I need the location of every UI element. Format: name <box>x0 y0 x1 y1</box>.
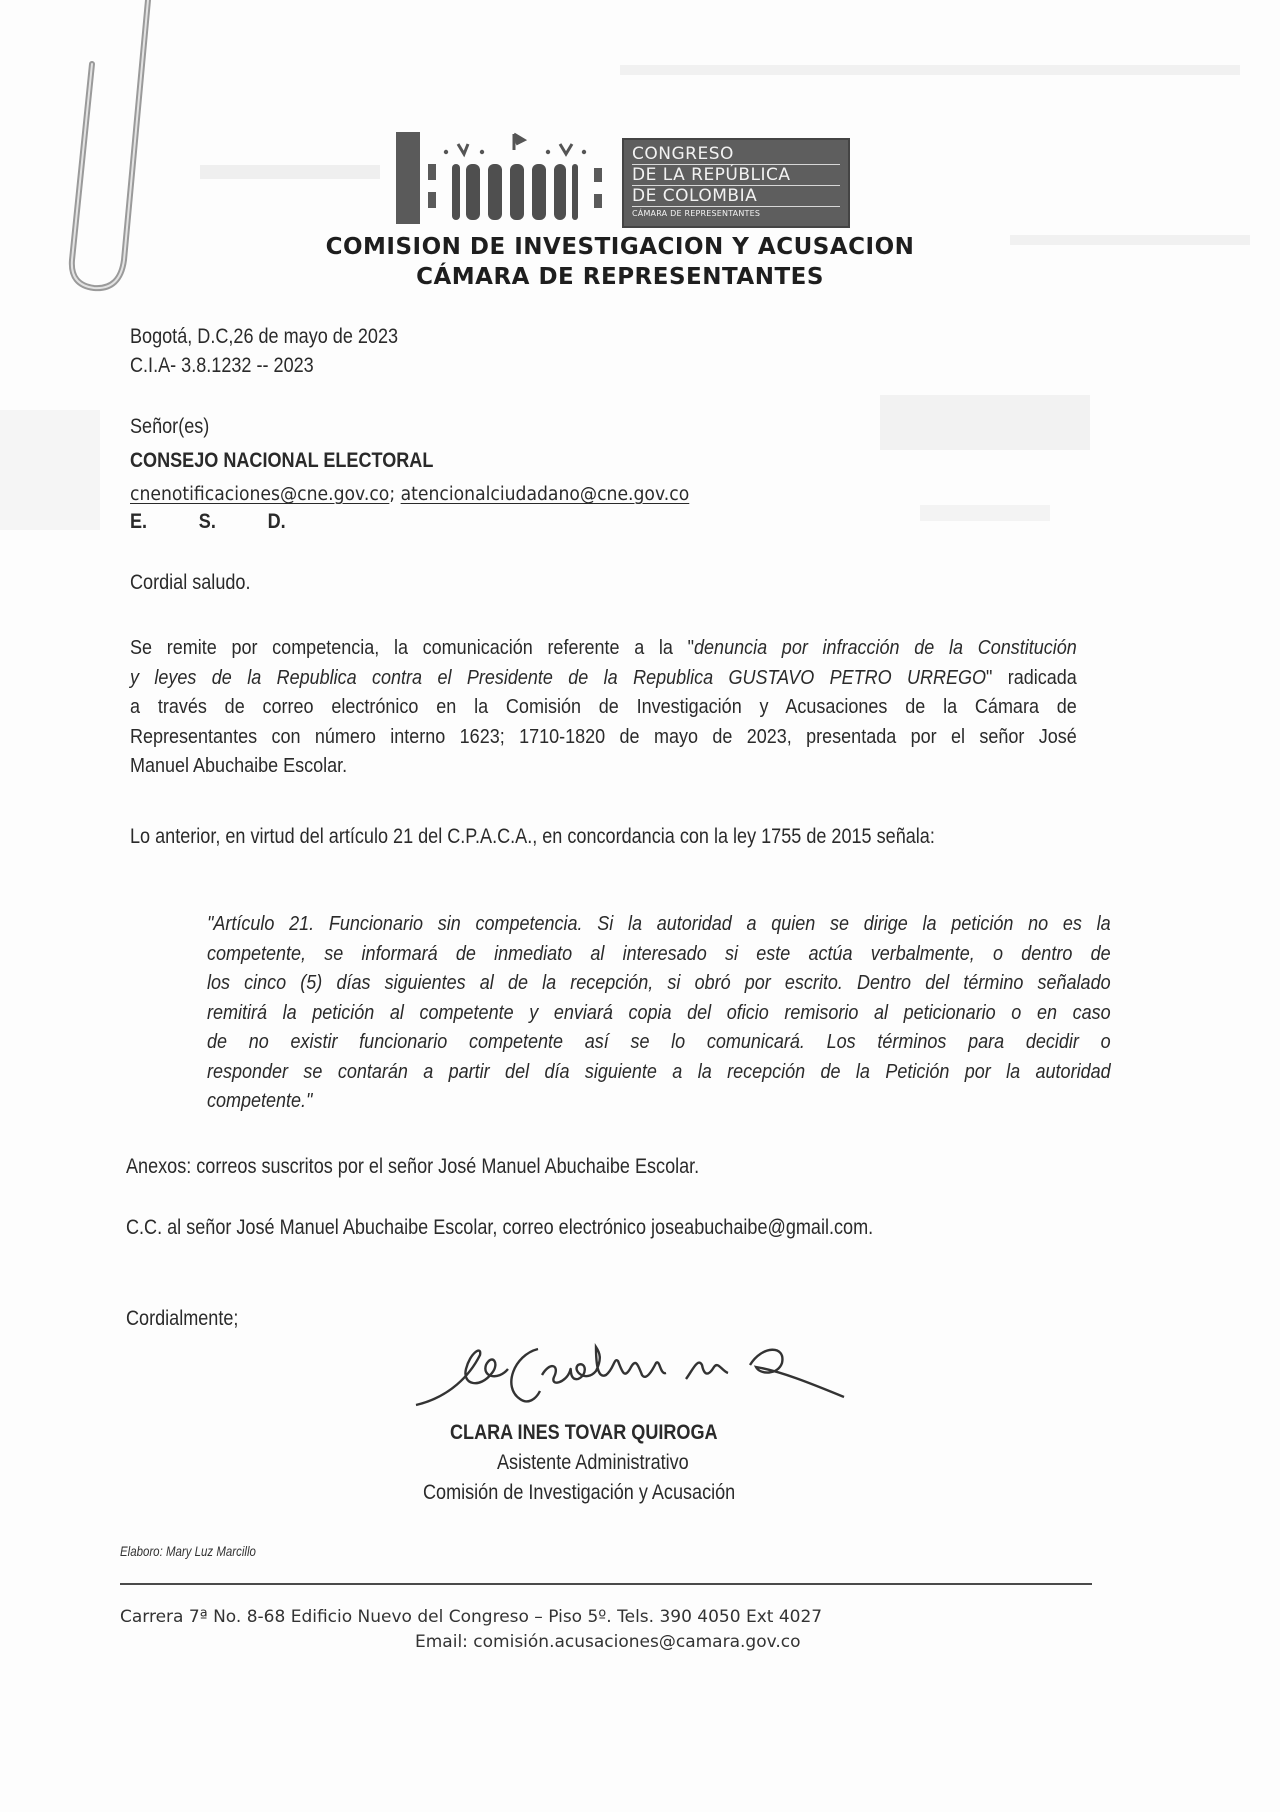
annexes-line: Anexos: correos suscritos por el señor José Manuel Abuchaibe Escolar. <box>126 1155 700 1178</box>
paragraph-line: Manuel Abuchaibe Escolar. <box>130 755 348 777</box>
closing: Cordialmente; <box>126 1307 239 1330</box>
quote-line: competente, se informará de inmediato al interesado si este actúa verbalmente, o dentro de <box>207 942 1111 965</box>
recipient-email-link[interactable]: atencionalciudadano@cne.gov.co <box>400 484 690 505</box>
esd-d: D. <box>267 510 286 533</box>
paragraph-line <box>130 664 1077 694</box>
letterhead-subtitle: CÁMARA DE REPRESENTANTES <box>416 264 824 290</box>
paragraph-line <box>130 634 1077 664</box>
quote-line: de no existir funcionario competente así se lo comunicará. Los términos para decidir o <box>207 1031 1111 1053</box>
recipient-email-link[interactable]: cnenotificaciones@cne.gov.co <box>130 484 390 505</box>
prepared-by: Elaboro: Mary Luz Marcillo <box>120 1543 256 1559</box>
esd-line <box>130 507 286 536</box>
logo-text-line: DE LA REPÚBLICA <box>632 165 840 186</box>
congress-logo-box <box>622 138 850 228</box>
cc-line: C.C. al señor José Manuel Abuchaibe Escolar, correo electrónico joseabuchaibe@gmail.com. <box>126 1216 874 1239</box>
congress-logo <box>394 130 858 230</box>
signatory-name: CLARA INES TOVAR QUIROGA <box>450 1421 718 1444</box>
quote-line: los cinco (5) días siguientes al de la recepción, si obró por escrito. Dentro del término señalado <box>207 972 1111 994</box>
logo-text-line: CÁMARA DE REPRESENTANTES <box>632 209 761 218</box>
recipient-name: CONSEJO NACIONAL ELECTORAL <box>130 449 434 472</box>
quote-line: remitirá la petición al competente y enviará copia del oficio remisorio al peticionario o en caso <box>207 1001 1111 1024</box>
recipient-salutation: Señor(es) <box>130 415 210 438</box>
quote-line: responder se contarán a partir del día siguiente a la recepción de la Petición por la autoridad <box>207 1060 1111 1083</box>
italic-span: y leyes de la Republica contra el Presidente de la Republica GUSTAVO PETRO URREGO <box>130 666 986 689</box>
logo-text-line: CONGRESO <box>632 144 840 165</box>
quote-line: "Artículo 21. Funcionario sin competencia. Si la autoridad a quien se dirige la petición no es la <box>207 913 1111 935</box>
body-paragraph-1 <box>130 634 1182 782</box>
text-span: " radicada <box>985 666 1077 689</box>
reference-number: C.I.A- 3.8.1232 -- 2023 <box>130 354 314 377</box>
paragraph-line: Representantes con número interno 1623; 1710-1820 de mayo de 2023, presentada por el señor José <box>130 725 1077 748</box>
footer-email: Email: comisión.acusaciones@camara.gov.co <box>415 1632 801 1652</box>
footer-address: Carrera 7ª No. 8-68 Edificio Nuevo del Congreso – Piso 5º. Tels. 390 4050 Ext 4027 <box>120 1607 823 1627</box>
article-21-quote <box>207 910 1211 1117</box>
signatory-role: Asistente Administrativo <box>497 1451 689 1474</box>
logo-text-line: DE COLOMBIA <box>632 186 840 207</box>
esd-s: S. <box>198 510 216 533</box>
paperclip-icon <box>60 0 160 300</box>
signatory-office: Comisión de Investigación y Acusación <box>423 1481 736 1504</box>
capitol-emblem-icon <box>394 130 606 226</box>
quote-line: competente." <box>207 1090 313 1112</box>
greeting: Cordial saludo. <box>130 571 251 594</box>
body-paragraph-2: Lo anterior, en virtud del artículo 21 del C.P.A.C.A., en concordancia con la ley 1755 de 2015 señala: <box>130 825 935 848</box>
recipient-emails <box>130 480 689 509</box>
handwritten-signature <box>410 1335 930 1415</box>
italic-span: denuncia por infracción de la Constitución <box>694 637 1077 659</box>
place-date: Bogotá, D.C,26 de mayo de 2023 <box>130 325 399 348</box>
text-span: Se remite por competencia, la comunicación referente a la " <box>130 637 695 659</box>
footer-divider <box>120 1583 1092 1585</box>
letterhead-title: COMISION DE INVESTIGACION Y ACUSACION <box>325 234 915 260</box>
esd-e: E. <box>130 510 148 533</box>
paragraph-line: a través de correo electrónico en la Comisión de Investigación y Acusaciones de la Cámara de <box>130 696 1077 718</box>
email-separator: ; <box>389 484 401 505</box>
